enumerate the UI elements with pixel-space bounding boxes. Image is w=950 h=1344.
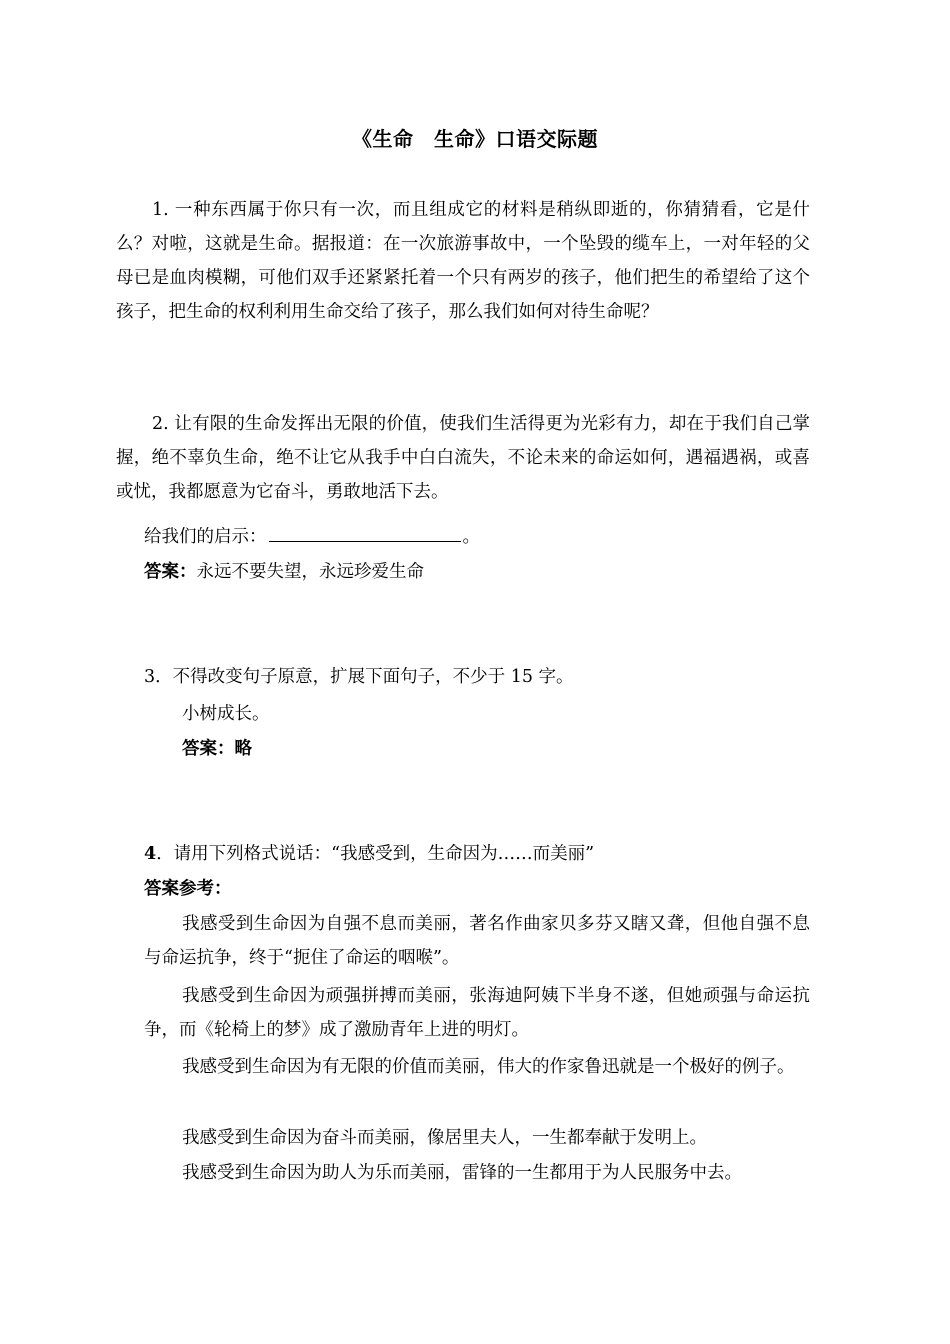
- question-4-answer-label: 答案参考：: [144, 879, 232, 899]
- example-item: 我感受到生命因为助人为乐而美丽，雷锋的一生都用于为人民服务中去。: [182, 1163, 742, 1183]
- question-4-prompt: ．请用下列格式说话：“我感受到，生命因为……而美丽”: [156, 844, 595, 864]
- answer-label: 答案：: [144, 562, 197, 582]
- question-3-sentence: 小树成长。: [182, 704, 270, 724]
- example-item: 我感受到生命因为顽强拼搏而美丽，张海迪阿姨下半身不遂，但她顽强与命运抗争，而《轮椅上的梦》成了激励青年上进的明灯。: [144, 986, 810, 1040]
- question-4-text: [144, 837, 594, 871]
- question-1-text: 1. 一种东西属于你只有一次，而且组成它的材料是稍纵即逝的，你猜猜看，它是什么？对啦，这就是生命。据报道：在一次旅游事故中，一个坠毁的缆车上，一对年轻的父母已是血肉模糊，可他们双手还紧紧托着一个只有两岁的孩子，他们把生的希望给了这个孩子，把生命的权利利用生命交给了孩子，那么我们如何对待生命呢？: [116, 200, 810, 322]
- document-title: 《生命 生命》口语交际题: [352, 127, 598, 151]
- question-2-prompt: [144, 520, 480, 554]
- prompt-label: 给我们的启示：: [144, 527, 267, 547]
- question-3-text: 3．不得改变句子原意，扩展下面句子，不少于 15 字。: [144, 667, 574, 687]
- answer-text: 永远不要失望，永远珍爱生命: [196, 562, 424, 582]
- question-4-number: 4: [144, 844, 157, 864]
- example-item: 我感受到生命因为自强不息而美丽，著名作曲家贝多芬又瞎又聋，但他自强不息与命运抗争，终于“扼住了命运的咽喉”。: [144, 914, 810, 968]
- example-item: 我感受到生命因为有无限的价值而美丽，伟大的作家鲁迅就是一个极好的例子。: [182, 1057, 795, 1077]
- prompt-end: 。: [462, 527, 480, 547]
- example-item: 我感受到生命因为奋斗而美丽，像居里夫人，一生都奉献于发明上。: [182, 1128, 707, 1148]
- answer-blank: [269, 521, 461, 542]
- question-2-text: 2. 让有限的生命发挥出无限的价值，使我们生活得更为光彩有力，却在于我们自己掌握，绝不辜负生命，绝不让它从我手中白白流失，不论未来的命运如何，遇福遇祸，或喜或忧，我都愿意为它奋斗，勇敢地活下去。: [116, 414, 810, 502]
- question-2-answer: [144, 555, 424, 589]
- question-3-answer: 答案：略: [182, 739, 252, 759]
